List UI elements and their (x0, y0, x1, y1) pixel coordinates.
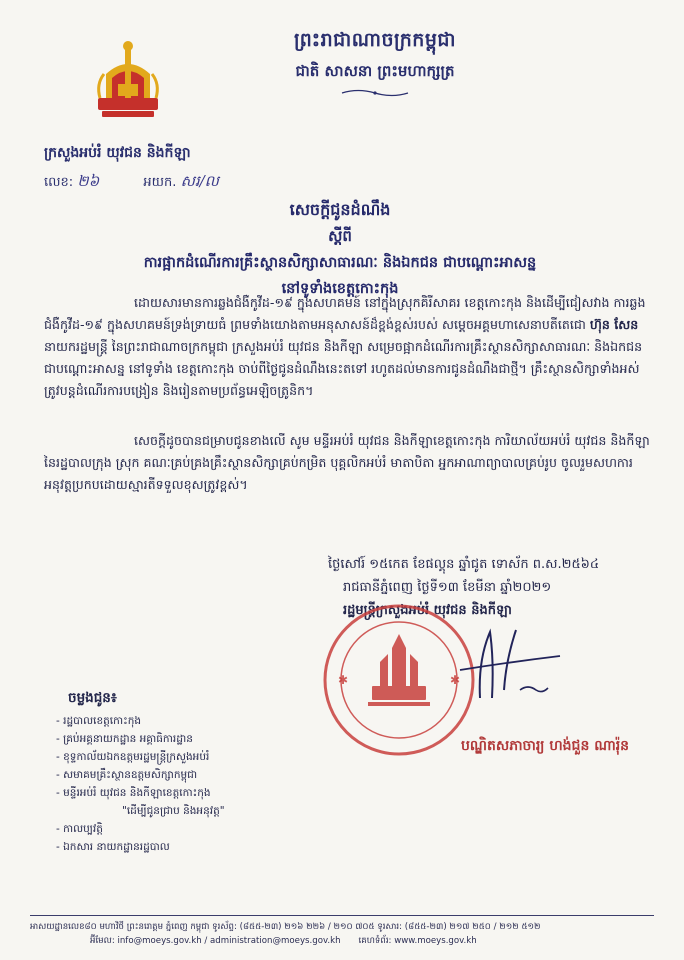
kingdom-name: ព្រះរាជាណាចក្រកម្ពុជា (294, 29, 456, 51)
kingdom-header (240, 28, 510, 98)
ref-label: លេខ: (44, 175, 74, 190)
svg-text:✱: ✱ (338, 673, 349, 687)
footer (30, 920, 654, 948)
list-item: - រដ្ឋបាលខេត្តកោះកុង (56, 715, 142, 727)
signer-position: រដ្ឋមន្ត្រីក្រសួងអប់រំ យុវជន និងកីឡា (343, 603, 512, 618)
footer-website[interactable]: www.moeys.gov.kh (394, 936, 477, 946)
svg-text:✱: ✱ (450, 673, 461, 687)
national-motto: ជាតិ សាសនា ព្រះមហាក្សត្រ (295, 62, 455, 80)
body-paragraph-1 (44, 292, 652, 402)
list-item: - ខុទ្ទកាល័យឯកឧត្តមរដ្ឋមន្ត្រីក្រសួងអប់រំ (56, 751, 210, 763)
ministry-emblem-icon (92, 34, 164, 120)
list-item: - គ្រប់អគ្គនាយកដ្ឋាន អគ្គាធិការដ្ឋាន (56, 733, 193, 745)
paragraph-1-part-b: នាយករដ្ឋមន្ត្រី នៃព្រះរាជាណាចក្រកម្ពុជា ក្រសួងអប់រំ យុវជន និងកីឡា សម្រេចផ្អាកដំណើរការគ្រឹះស្ថានសិក្សាសាធារណៈ និងឯកជន ជាបណ្តោះអាសន្ន នៅទូទាំង ខេត្តកោះកុង ចាប់ពីថ្ងៃជូនដំណឹងនេះតទៅ រហូតដល់មានការជូនដំណឹងជាថ្មី។ គ្រឹះស្ថានសិក្សាទាំងអស់ ត្រូវបន្តដំណើរការបង្រៀន និងរៀនតាមប្រព័ន្ធអេឡិចត្រូនិក។ (44, 339, 643, 398)
notice-subject: ការផ្អាកដំណើរការគ្រឹះស្ថានសិក្សាសាធារណៈ និងឯកជន ជាបណ្តោះអាសន្ន (143, 255, 537, 271)
ref-number: ២៦ (77, 172, 100, 190)
footer-web-label: គេហទំព័រ: (358, 936, 392, 946)
list-item: - មន្ទីរអប់រំ យុវជន និងកីឡាខេត្តកោះកុង (56, 787, 211, 799)
ornament-divider-icon (340, 88, 410, 98)
prime-minister-name: ហ៊ុន សែន (589, 317, 639, 332)
ministry-name: ក្រសួងអប់រំ យុវជន និងកីឡា (44, 145, 191, 161)
body-paragraph-2: សេចក្តីដូចបានជម្រាបជូនខាងលើ សូម មន្ទីរអប់រំ យុវជន និងកីឡាខេត្តកោះកុង ការិយាល័យអប់រំ យុវជន និងកីឡា នៃរដ្ឋបាលក្រុង ស្រុក គណៈគ្រប់គ្រងគ្រឹះស្ថានសិក្សាគ្រប់កម្រិត បុគ្គលិកអប់រំ មាតាបិតា អ្នកអាណាព្យាបាលគ្រប់រូប ចូលរួមសហការអនុវត្តប្រកបដោយស្មារតីទទួលខុសត្រូវខ្ពស់។ (44, 433, 650, 492)
list-item: "ដើម្បីជូនជ្រាប និងអនុវត្ត" (122, 805, 225, 817)
cc-title: ចម្លងជូន៖ (68, 690, 117, 706)
lunar-date: ថ្ងៃសៅរ៍ ១៥កេត ខែផល្គុន ឆ្នាំជូត ទោស័ក ព.ស.២៥៦៤ (328, 557, 600, 572)
footer-email[interactable]: info@moeys.gov.kh / administration@moeys.gov.kh (117, 936, 341, 946)
footer-email-label: អ៊ីមែល: (90, 936, 115, 946)
cc-list (56, 712, 336, 856)
footer-divider (30, 915, 654, 916)
paragraph-1-part-a: ដោយសារមានការឆ្លងជំងឺកូវីដ-១៩ ក្នុងសហគមន៍ នៅក្នុងស្រុកគិរីសាគរ ខេត្តកោះកុង និងដើម្បីជៀសវាង ការឆ្លងជំងឺកូវីដ-១៩ ក្នុងសហគមន៍ទ្រង់ទ្រាយធំ ព្រមទាំងយោងតាមអនុសាសន៍ដ៏ខ្ពង់ខ្ពស់របស់ សម្តេចអគ្គមហាសេនាបតីតេជោ (44, 295, 646, 332)
solar-date: រាជធានីភ្នំពេញ ថ្ងៃទី១៣ ខែមីនា ឆ្នាំ២០២១ (343, 580, 552, 595)
notice-location: នៅទូទាំងខេត្តកោះកុង (281, 281, 399, 297)
list-item: - កាលប្បវត្តិ (56, 823, 103, 835)
list-item: - សមាគមគ្រឹះស្ថានឧត្តមសិក្សាកម្ពុជា (56, 769, 198, 781)
handwritten-signature-icon (420, 620, 570, 710)
ref-suffix: សរ/ល (180, 172, 219, 190)
notice-title-block (90, 199, 590, 301)
ref-suffix-label: អយក. (143, 175, 177, 190)
reference-number (44, 172, 219, 194)
footer-address: អាសយដ្ឋានលេខ៨០ មហាវិថី ព្រះនរោត្តម ភ្នំពេញ កម្ពុជា ទូរស័ព្ទ: (៨៥៥-២៣) ២១៦ ២២៦ / ២១០ ៧០៥ ទូរសារ: (៨៥៥-២៣) ២១៧ ២៥០ / ២១២ ៥១២ (30, 922, 541, 932)
notice-title: សេចក្តីជូនដំណឹង (289, 200, 391, 219)
list-item: - ឯកសារ នាយកដ្ឋានរដ្ឋបាល (56, 841, 170, 853)
signer-name: បណ្ឌិតសភាចារ្យ ហង់ជួន ណារ៉ុន (461, 738, 630, 754)
notice-about: ស្តីពី (328, 227, 352, 245)
